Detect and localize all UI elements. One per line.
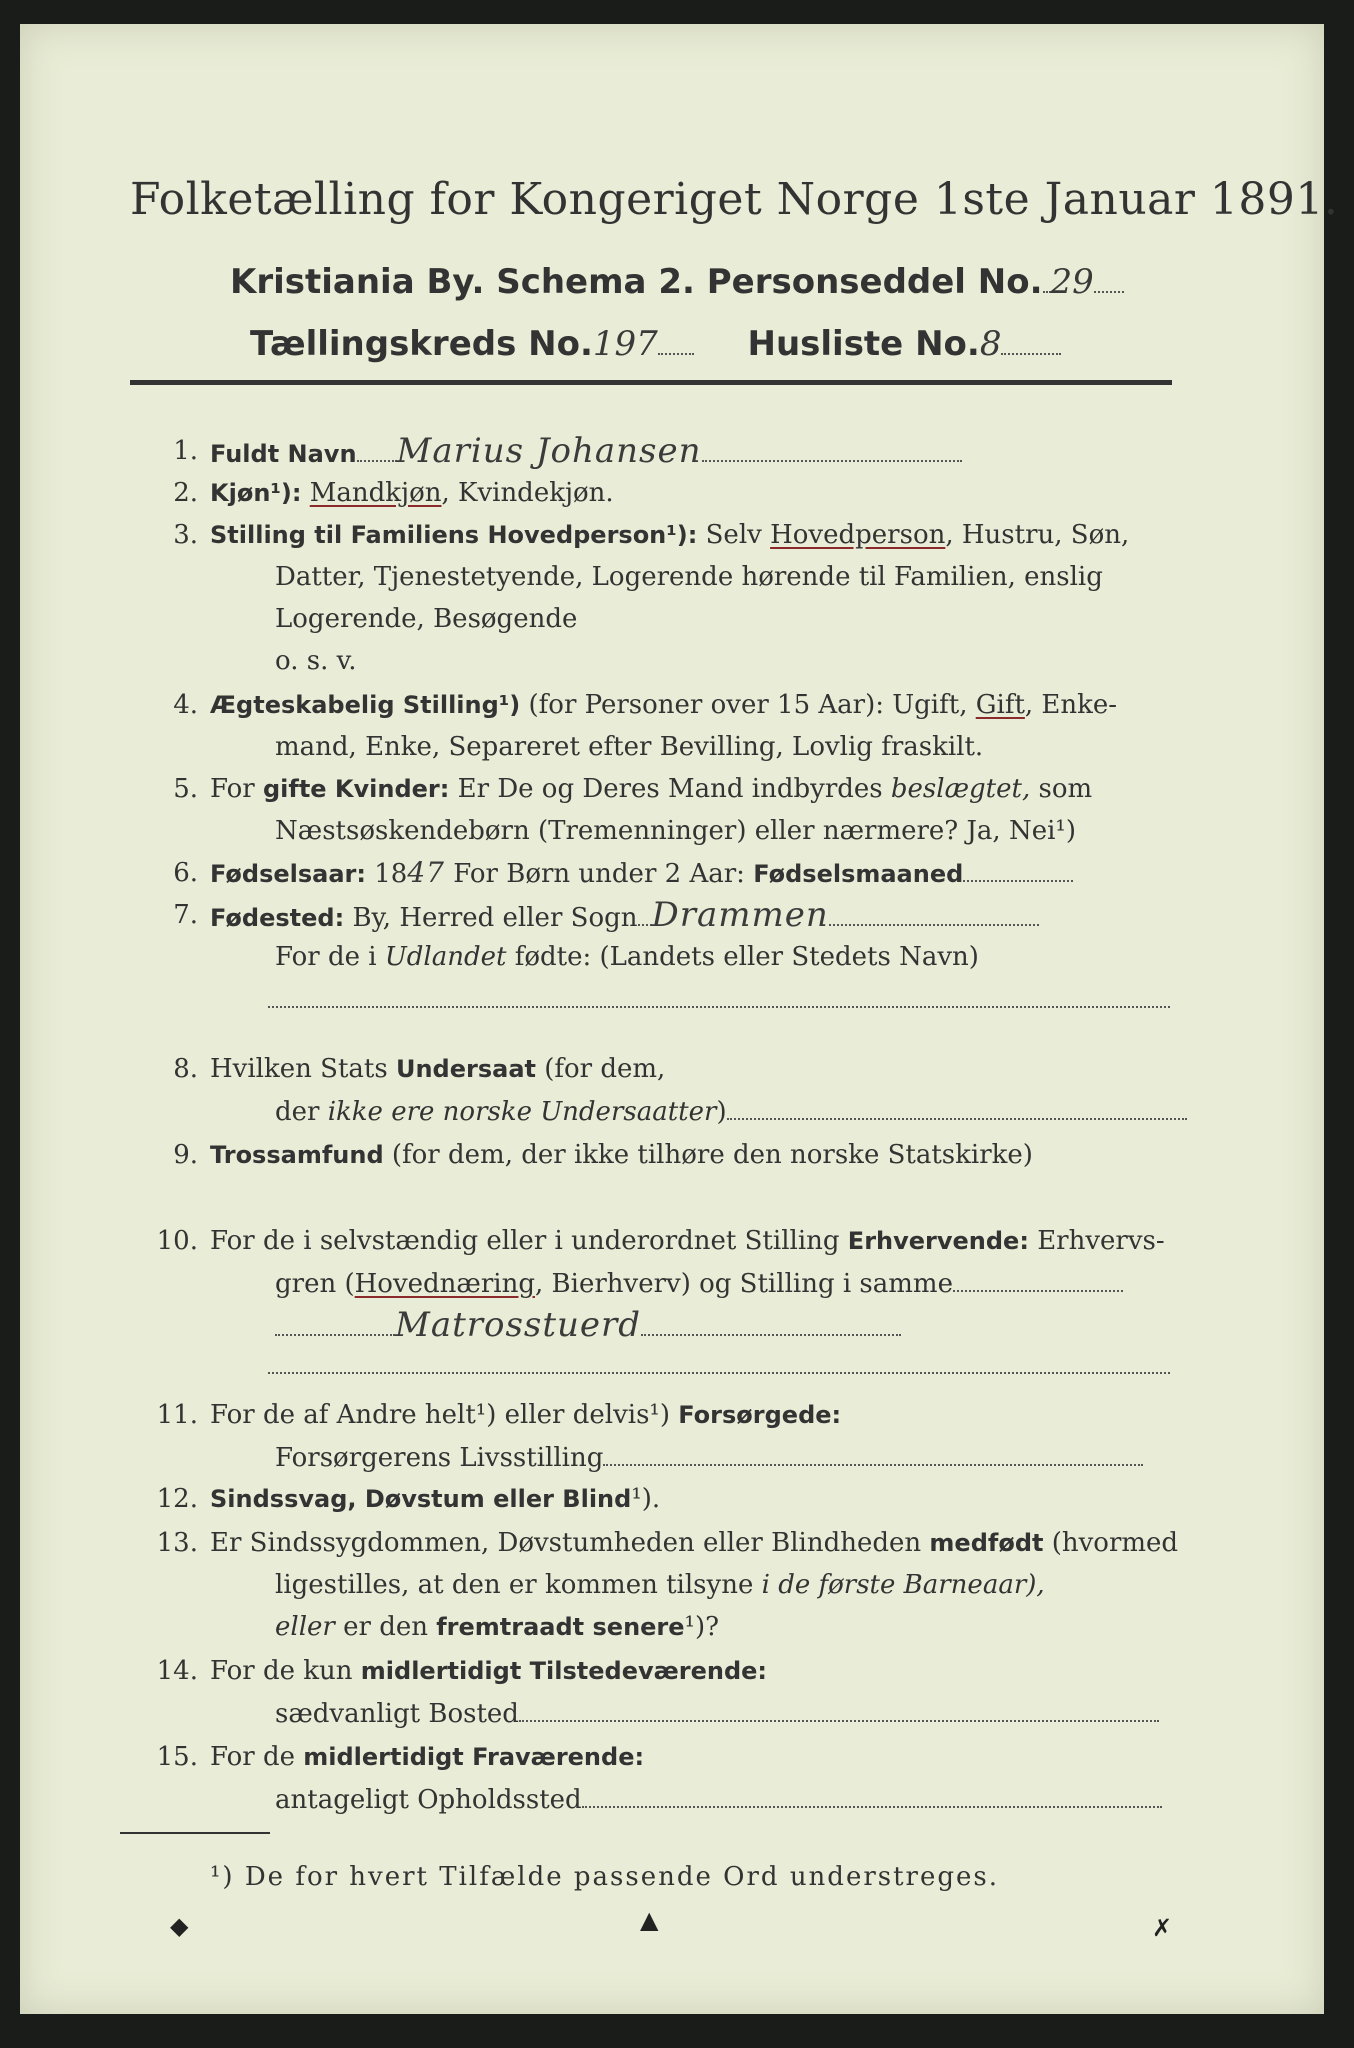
field-number: 12.	[156, 1484, 198, 1514]
field-label: Forsørgede:	[678, 1401, 842, 1429]
schema-line	[230, 262, 1124, 302]
field-text: fødte: (Landets eller Stedets Navn)	[506, 942, 979, 972]
field-number: 2.	[173, 478, 198, 508]
field-number: 15.	[156, 1742, 198, 1772]
kreds-line	[250, 324, 1061, 364]
field-text: Logerende, Besøgende	[275, 604, 578, 634]
registration-mark-icon: ✗	[1152, 1914, 1173, 1942]
field-number: 5.	[173, 774, 198, 804]
personseddel-no: 29	[1050, 262, 1094, 302]
husliste-no: 8	[979, 324, 1002, 364]
selected-option: Hovedperson	[770, 520, 946, 550]
city-schema-label: Kristiania By. Schema 2. Personseddel No.	[230, 262, 1043, 302]
blank-line	[268, 1370, 1170, 1374]
field-text: (hvormed	[1043, 1528, 1179, 1558]
field-text: , Bierhverv) og Stilling i samme	[535, 1269, 953, 1299]
field-text: o. s. v.	[275, 646, 357, 676]
birthplace-value: Drammen	[651, 895, 829, 935]
field-text: der	[275, 1097, 328, 1127]
field-number: 14.	[156, 1656, 198, 1686]
field-number: 3.	[173, 520, 198, 550]
field-number: 1.	[173, 436, 198, 466]
field-text: 18	[366, 859, 408, 889]
field-number: 10.	[156, 1226, 198, 1256]
field-label: Erhvervende:	[847, 1227, 1029, 1255]
field-text: For de i	[275, 942, 385, 972]
selected-option: Hovednæring	[354, 1269, 535, 1299]
field-label: gifte Kvinder:	[262, 775, 450, 803]
field-label: medfødt	[929, 1529, 1044, 1557]
field-text: Er De og Deres Mand indbyrdes	[449, 774, 891, 804]
field-text: For Børn under 2 Aar:	[445, 859, 754, 889]
footnote: ¹) De for hvert Tilfælde passende Ord understreges.	[210, 1862, 1000, 1892]
field-text: beslægtet,	[890, 774, 1031, 804]
field-text: i de første Barneaar),	[761, 1570, 1045, 1600]
field-text: Selv	[697, 520, 771, 550]
field-number: 7.	[173, 900, 198, 930]
field-label: Undersaat	[395, 1055, 536, 1083]
field-number: 8.	[173, 1054, 198, 1084]
field-text: gren (	[275, 1269, 355, 1299]
field-label: Fødselsaar:	[210, 860, 366, 888]
field-text: Datter, Tjenestetyende, Logerende hørende til Familien, enslig	[275, 562, 1103, 592]
field-text: eller	[275, 1612, 335, 1642]
field-options: , Hustru, Søn,	[945, 520, 1130, 550]
full-name-value: Marius Johansen	[396, 431, 702, 471]
occupation-value: Matrosstuerd	[395, 1305, 642, 1345]
census-form	[20, 24, 1339, 2014]
selected-option: Mandkjøn	[309, 478, 442, 508]
field-text: (for dem,	[535, 1054, 666, 1084]
field-text: Forsørgerens Livsstilling	[275, 1443, 604, 1473]
registration-mark-icon: ▲	[640, 1906, 659, 1934]
kreds-label: Tællingskreds No.	[250, 324, 593, 364]
selected-option: Gift	[975, 690, 1025, 720]
field-number: 13.	[156, 1528, 198, 1558]
field-label: Sindssvag, Døvstum eller Blind	[210, 1485, 632, 1513]
blank-line	[268, 1004, 1170, 1008]
field-text: Er Sindssygdommen, Døvstumheden eller Blindheden	[210, 1528, 930, 1558]
field-text: For de	[210, 1742, 304, 1772]
field-label: Fødselsmaaned	[753, 860, 964, 888]
field-label: Kjøn¹):	[210, 479, 302, 507]
field-text: Erhvervs-	[1028, 1226, 1165, 1256]
field-text: )	[716, 1097, 727, 1127]
field-text: ¹).	[631, 1484, 661, 1514]
field-text: antageligt Opholdssted	[275, 1785, 582, 1815]
kreds-no: 197	[592, 324, 658, 364]
field-text: Hvilken Stats	[210, 1054, 396, 1084]
field-label: midlertidigt Tilstedeværende:	[360, 1657, 768, 1685]
field-text: ikke ere norske Undersaatter	[327, 1097, 717, 1127]
form-title: Folketælling for Kongeriget Norge 1ste Januar 1891.	[130, 174, 1339, 225]
field-label: Stilling til Familiens Hovedperson¹):	[210, 521, 698, 549]
header-rule	[130, 380, 1172, 385]
field-text: For	[210, 774, 263, 804]
field-text: (for dem, der ikke tilhøre den norske Statskirke)	[383, 1140, 1033, 1170]
field-label: Fødested:	[210, 904, 345, 932]
field-text: som	[1030, 774, 1093, 804]
field-options: , Kvindekjøn.	[441, 478, 614, 508]
field-label: Ægteskabelig Stilling¹)	[210, 691, 521, 719]
registration-mark-icon: ◆	[170, 1912, 189, 1940]
footnote-rule	[120, 1832, 270, 1834]
field-label: midlertidigt Fraværende:	[303, 1743, 645, 1771]
birth-year-value: 47	[407, 856, 445, 889]
field-text: Næstsøskendebørn (Tremenninger) eller nærmere? Ja, Nei¹)	[275, 816, 1076, 846]
field-label: Trossamfund	[210, 1141, 384, 1169]
field-number: 9.	[173, 1140, 198, 1170]
field-number: 11.	[156, 1400, 198, 1430]
field-text: ligestilles, at den er kommen tilsyne	[275, 1570, 762, 1600]
field-label: Fuldt Navn	[210, 440, 357, 468]
field-text: For de af Andre helt¹) eller delvis¹)	[210, 1400, 679, 1430]
field-number: 6.	[173, 858, 198, 888]
field-text: mand, Enke, Separeret efter Bevilling, Lovlig fraskilt.	[275, 732, 984, 762]
field-text: er den	[334, 1612, 437, 1642]
field-text: Udlandet	[384, 942, 507, 972]
husliste-label: Husliste No.	[747, 324, 980, 364]
field-text: sædvanligt Bosted	[275, 1699, 519, 1729]
field-label: fremtraadt senere	[436, 1613, 685, 1641]
field-text: ¹)?	[684, 1612, 720, 1642]
field-options: , Enke-	[1024, 690, 1118, 720]
field-text: By, Herred eller Sogn	[344, 903, 638, 933]
field-text: For de i selvstændig eller i underordnet Stilling	[210, 1226, 848, 1256]
field-text: For de kun	[210, 1656, 361, 1686]
field-number: 4.	[173, 690, 198, 720]
field-text: (for Personer over 15 Aar): Ugift,	[520, 690, 976, 720]
